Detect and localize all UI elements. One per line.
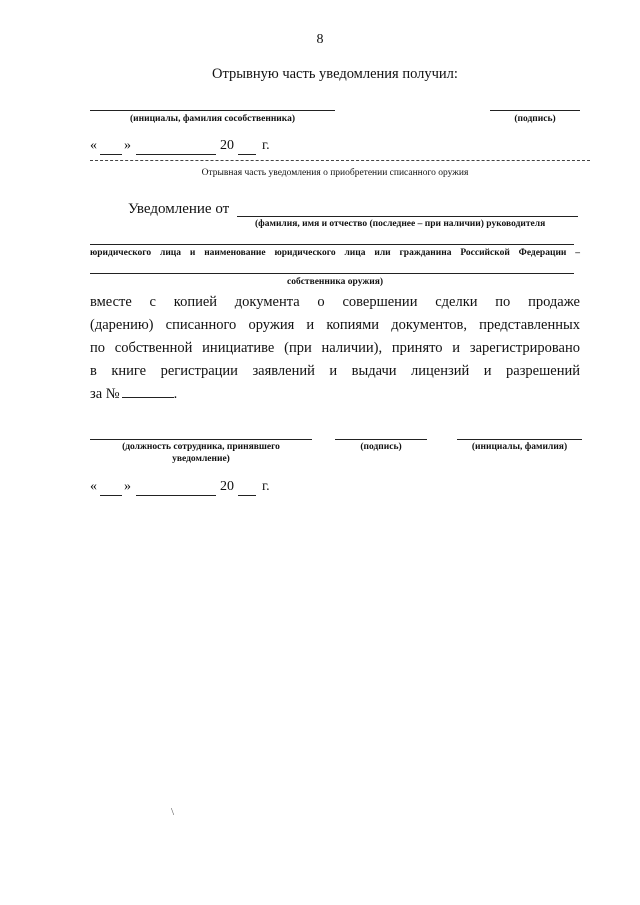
register-number-label: за № xyxy=(90,386,120,402)
month-field[interactable] xyxy=(136,495,216,496)
notice-label: Уведомление от xyxy=(128,201,230,217)
notice-caption-2: юридического лица и наименование юридического лица или гражданина Российской Федерации – xyxy=(90,248,580,258)
year-field[interactable] xyxy=(238,495,256,496)
officer-position-caption-2: уведомление) xyxy=(172,454,230,464)
body-end: . xyxy=(173,386,178,402)
officer-signature-line[interactable] xyxy=(335,439,427,440)
officer-date-row xyxy=(90,479,310,499)
owner-signature-caption: (подпись) xyxy=(514,114,556,124)
notice-caption-1: (фамилия, имя и отчество (последнее – при наличии) руководителя xyxy=(255,219,546,229)
date-open-quote: « xyxy=(90,138,97,153)
year-prefix: 20 xyxy=(220,138,234,153)
owner-signature-line[interactable] xyxy=(490,110,580,111)
detachable-title: Отрывная часть уведомления о приобретении списанного оружия xyxy=(201,168,469,178)
body-line-4: в книге регистрации заявлений и выдачи лицензий и разрешений xyxy=(90,363,580,379)
date-close-quote: » xyxy=(124,479,131,494)
day-field[interactable] xyxy=(100,154,122,155)
date-open-quote: « xyxy=(90,479,97,494)
receipt-heading: Отрывную часть уведомления получил: xyxy=(212,66,458,82)
month-field[interactable] xyxy=(136,154,216,155)
owner-caption: (инициалы, фамилия сособственника) xyxy=(129,114,296,124)
officer-name-line[interactable] xyxy=(457,439,582,440)
body-line-1: вместе с копией документа о совершении сделки по продаже xyxy=(90,294,580,310)
year-suffix: г. xyxy=(262,138,270,153)
notice-line-2[interactable] xyxy=(90,244,574,245)
notice-from-line[interactable] xyxy=(237,216,578,217)
officer-name-caption: (инициалы, фамилия) xyxy=(471,442,568,452)
register-number-field[interactable] xyxy=(122,383,174,398)
stray-mark: \ xyxy=(171,806,175,818)
notice-line-3[interactable] xyxy=(90,273,574,274)
officer-position-line[interactable] xyxy=(90,439,312,440)
date-close-quote: » xyxy=(124,138,131,153)
body-line-5 xyxy=(90,383,580,406)
year-prefix: 20 xyxy=(220,479,234,494)
body-line-2: (дарению) списанного оружия и копиями документов, представленных xyxy=(90,317,580,333)
notice-caption-3: собственника оружия) xyxy=(286,277,384,287)
day-field[interactable] xyxy=(100,495,122,496)
cut-line xyxy=(90,160,590,161)
owner-name-line[interactable] xyxy=(90,110,335,111)
officer-signature-caption: (подпись) xyxy=(360,442,402,452)
officer-position-caption-1: (должность сотрудника, принявшего xyxy=(122,442,280,452)
year-suffix: г. xyxy=(262,479,270,494)
year-field[interactable] xyxy=(238,154,256,155)
body-line-3: по собственной инициативе (при наличии), принято и зарегистрировано xyxy=(90,340,580,356)
page-number: 8 xyxy=(316,32,324,47)
receipt-date-row xyxy=(90,138,310,158)
